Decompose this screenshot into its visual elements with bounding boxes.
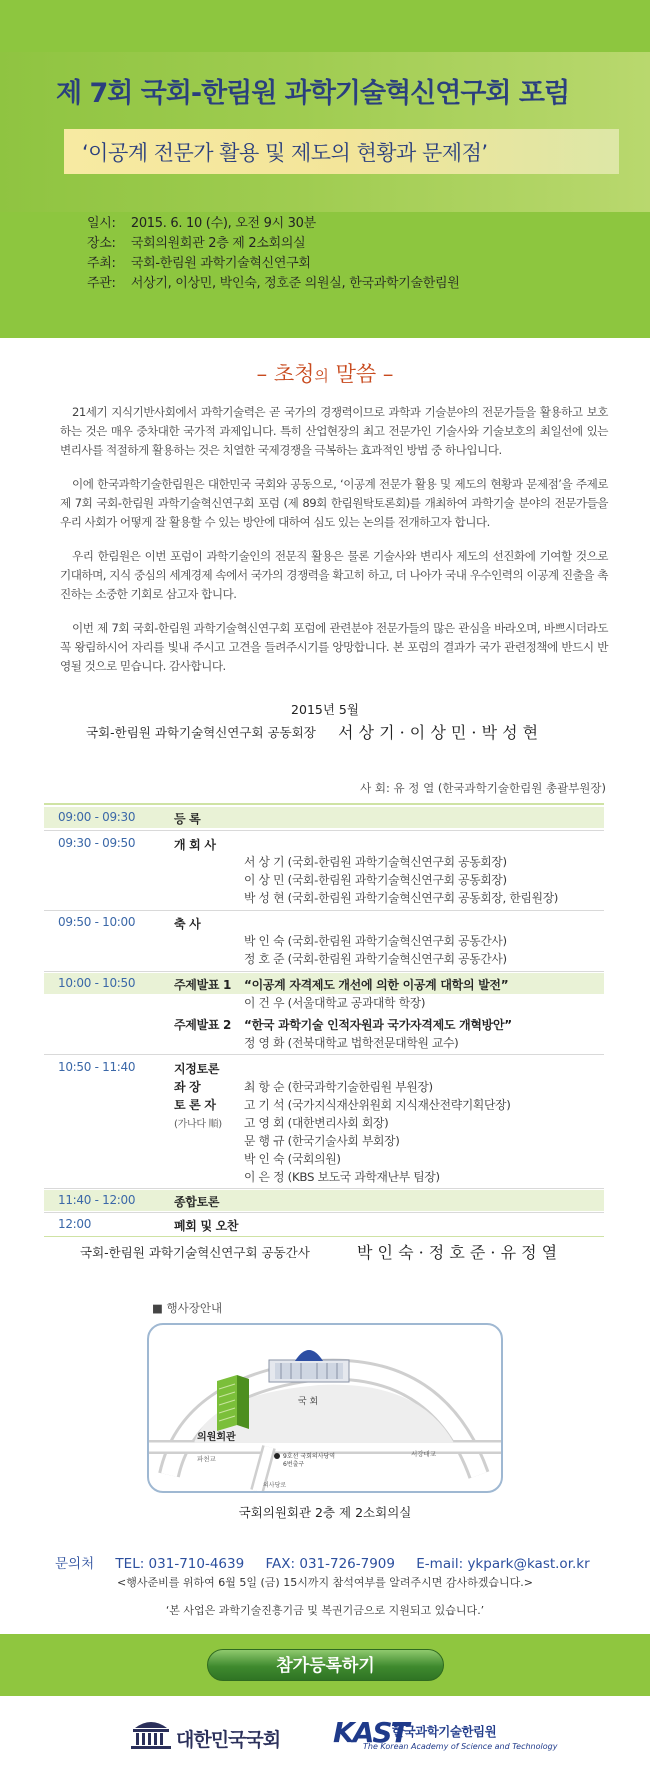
order-note: (가나다 順) (174, 1119, 222, 1130)
mc-line: 사 회: 유 정 열 (한국과학기술한림원 총괄부원장) (360, 781, 606, 795)
program-bottom-rule (44, 1236, 604, 1237)
speaker: 정 호 준 (국회-한림원 과학기술혁신연구회 공동간사) (244, 952, 507, 966)
program-divider (44, 971, 604, 972)
session-time: 09:50 - 10:00 (58, 915, 136, 929)
page-title: 제 7회 국회-한림원 과학기술혁신연구회 포럼 (56, 78, 570, 109)
speaker: 박 인 숙 (국회-한림원 과학기술혁신연구회 공동간사) (244, 934, 507, 948)
panelist: 이 은 정 (KBS 보도국 과학재난부 팀장) (244, 1170, 440, 1184)
map-label-exit: 6번출구 (283, 1461, 305, 1468)
panel-label: 토 론 자 (174, 1098, 216, 1112)
session-label: 등 록 (174, 812, 201, 826)
map-label-station: 9호선 국회의사당역 (283, 1453, 336, 1460)
map-label-bottom-road: 의사당로 (263, 1482, 287, 1489)
greeting-title: – 초청의 말씀 – (256, 362, 394, 386)
chair-label: 좌 장 (174, 1080, 201, 1094)
panelist: 문 행 규 (한국기술사회 부회장) (244, 1134, 400, 1148)
session-label: 개 회 사 (174, 838, 216, 852)
venue-caption: 국회의원회관 2층 제 2소회의실 (238, 1505, 412, 1520)
map-label-hall: 의원회관 (197, 1432, 236, 1443)
contact-tel: TEL: 031-710-4639 (115, 1556, 245, 1572)
info-row-date (87, 214, 460, 234)
kast-english-name: The Korean Academy of Science and Technology (363, 1742, 558, 1751)
contact-line (55, 1552, 590, 1572)
session-label: 축 사 (174, 917, 201, 931)
info-row-host (87, 254, 460, 274)
program-divider (44, 1054, 604, 1055)
program-divider (44, 830, 604, 831)
program-divider (44, 1188, 604, 1189)
greeting-paragraph: 이에 한국과학기술한림원은 대한민국 국회와 공동으로, ‘이공계 전문가 활용 및 제도의 현황과 문제점’을 주제로 제 7회 국회-한림원 과학기술혁신연구회 포럼 (제 89회 한림원탁토론회)를 개최하여 과학기술 분야의 전문가들을 우리 사회가 어떻게 잘 활용할 수 있는 방안에 대하여 심도 있는 논의를 전개하고자 합니다. (60, 477, 608, 529)
funding-notice: ‘본 사업은 과학기술진흥기금 및 복권기금으로 지원되고 있습니다.’ (165, 1604, 485, 1617)
info-value: 2015. 6. 10 (수), 오전 9시 30분 (130, 216, 316, 231)
session-time: 12:00 (58, 1217, 92, 1231)
event-info (87, 214, 460, 294)
letter-date: 2015년 5월 (291, 702, 359, 717)
panelist: 고 기 석 (국가지식재산위원회 지식재산전략기획단장) (244, 1098, 511, 1112)
presenter: 정 영 화 (전북대학교 법학전문대학원 교수) (244, 1036, 459, 1050)
panelist: 박 인 숙 (국회의원) (244, 1152, 341, 1166)
register-button[interactable]: 참가등록하기 (207, 1649, 444, 1681)
info-value: 서상기, 이상민, 박인숙, 정호준 의원실, 한국과학기술한림원 (130, 276, 460, 291)
session-time: 10:50 - 11:40 (58, 1060, 136, 1074)
assembly-building-icon (269, 1350, 349, 1382)
info-value: 국회-한림원 과학기술혁신연구회 (130, 256, 311, 271)
map-drawing (149, 1325, 501, 1491)
greeting-paragraph: 우리 한림원은 이번 포럼이 과학기술인의 전문직 활용은 물론 기술사와 변리사 제도의 선진화에 기여할 것으로 기대하며, 지식 중심의 세계경제 속에서 국가의 경쟁력을 확고히 하고, 더 나아가 국내 우수인력의 이공계 진출을 촉진하는 소중한 기회로 삼고자 합니다. (60, 549, 608, 601)
presentation-title: “이공계 자격제도 개선에 의한 이공계 대학의 발전” (244, 978, 509, 992)
map-label-right-road: 서강대교 (411, 1450, 437, 1458)
page-subtitle: ‘이공계 전문가 활용 및 제도의 현황과 문제점’ (82, 141, 488, 165)
map-label-assembly: 국 회 (298, 1397, 319, 1407)
speaker: 박 성 현 (국회-한림원 과학기술혁신연구회 공동회장, 한림원장) (244, 891, 559, 905)
session-time: 10:00 - 10:50 (58, 976, 136, 990)
presentation-label: 주제발표 1 (174, 978, 232, 992)
session-label: 지정토론 (174, 1062, 220, 1076)
contact-email[interactable]: E-mail: ykpark@kast.or.kr (416, 1556, 590, 1572)
session-time: 09:00 - 09:30 (58, 810, 136, 824)
program-divider (44, 910, 604, 911)
greeting-title-a: 초청 (273, 362, 315, 386)
program-top-rule (44, 803, 604, 805)
national-assembly-logo-text: 대한민국국회 (176, 1729, 281, 1751)
greeting-title-b: 의 (314, 367, 329, 385)
session-label: 종합토론 (174, 1195, 220, 1209)
speaker: 이 상 민 (국회-한림원 과학기술혁신연구회 공동회장) (244, 873, 507, 887)
panelist: 고 영 회 (대한변리사회 회장) (244, 1116, 389, 1130)
info-key: 주관: (87, 276, 116, 291)
greeting-paragraph: 21세기 지식기반사회에서 과학기술력은 곧 국가의 경쟁력이므로 과학과 기술분야의 전문가들을 활용하고 보호하는 것은 매우 중차대한 국가적 과제입니다. 특히 산업현장의 최고 전문가인 기술사와 기술보호의 최일선에 있는 변리사를 적절하게 활용하는 것은 치열한 국제경쟁을 극복하는 효과적인 방법 중 하나입니다. (60, 405, 608, 457)
national-assembly-logo-icon (129, 1718, 173, 1750)
info-value: 국회의원회관 2층 제 2소회의실 (130, 236, 306, 251)
venue-heading: ■ 행사장안내 (152, 1301, 223, 1315)
program-divider (44, 1212, 604, 1213)
subway-station-marker (274, 1453, 280, 1459)
session-time: 11:40 - 12:00 (58, 1193, 136, 1207)
venue-map (147, 1323, 503, 1493)
info-row-organizer (87, 274, 460, 294)
presenter: 이 건 우 (서울대학교 공과대학 학장) (244, 996, 426, 1010)
greeting-paragraph: 이번 제 7회 국회-한림원 과학기술혁신연구회 포럼에 관련분야 전문가들의 많은 관심을 바라오며, 바쁘시더라도 꼭 왕림하시어 자리를 빛내 주시고 고견을 들려주시기를 앙망합니다. 본 포럼의 결과가 국가 관련정책에 반드시 반영될 것으로 믿습니다. 감사합니다. (60, 621, 608, 673)
session-label: 폐회 및 오찬 (174, 1219, 239, 1233)
signer-org: 국회-한림원 과학기술혁신연구회 공동회장 (86, 725, 316, 740)
contact-fax: FAX: 031-726-7909 (265, 1556, 395, 1572)
host-org: 국회-한림원 과학기술혁신연구회 공동간사 (80, 1245, 310, 1260)
session-time: 09:30 - 09:50 (58, 836, 136, 850)
presentation-title: “한국 과학기술 인적자원과 국가자격제도 개혁방안” (244, 1018, 512, 1032)
presentation-label: 주제발표 2 (174, 1018, 232, 1032)
members-hall-building-icon (217, 1375, 249, 1431)
info-key: 일시: (87, 216, 116, 231)
panelist: 최 항 순 (한국과학기술한림원 부원장) (244, 1080, 433, 1094)
contact-label: 문의처 (55, 1556, 95, 1572)
speaker: 서 상 기 (국회-한림원 과학기술혁신연구회 공동회장) (244, 855, 507, 869)
kast-korean-name: 한국과학기술한림원 (392, 1724, 497, 1739)
map-label-left-road: 파천교 (197, 1455, 216, 1463)
host-names: 박 인 숙 · 정 호 준 · 유 정 열 (357, 1243, 558, 1262)
signer-names: 서 상 기 · 이 상 민 · 박 성 현 (338, 723, 539, 742)
info-key: 장소: (87, 236, 116, 251)
rsvp-notice: <행사준비를 위하여 6월 5일 (금) 15시까지 참석여부를 알려주시면 감사하겠습니다.> (117, 1576, 533, 1589)
info-row-place (87, 234, 460, 254)
kast-logo-mark: KAST (333, 1716, 408, 1749)
greeting-title-c: 말씀 (335, 362, 377, 386)
info-key: 주최: (87, 256, 116, 271)
